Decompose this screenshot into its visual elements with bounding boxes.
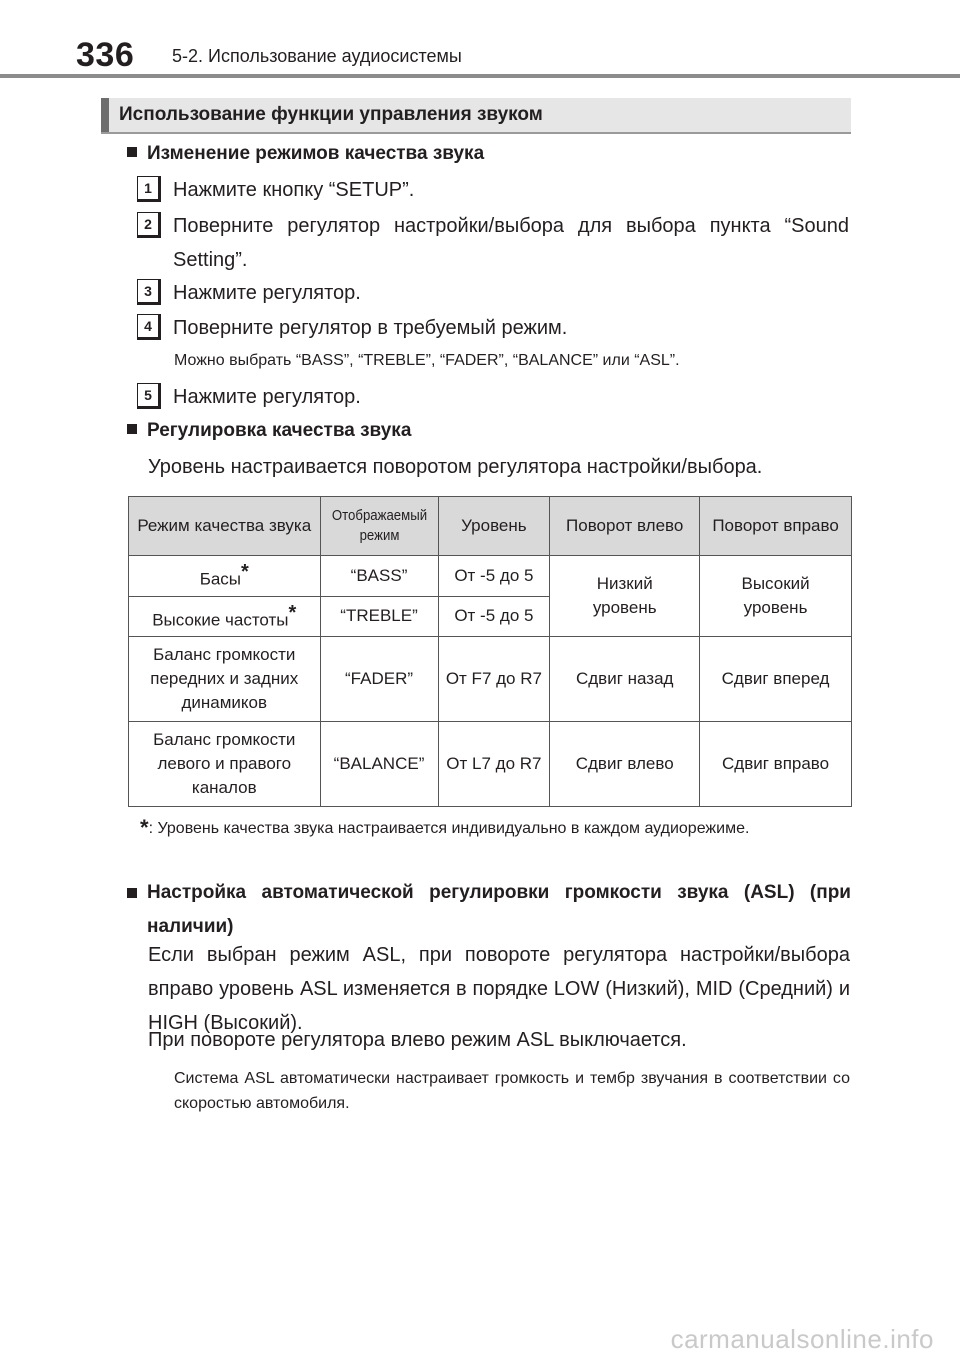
asl-note: Система ASL автоматически настраивает громкость и тембр звучания в соответствии со скоростью автомобиля. — [174, 1070, 850, 1112]
col-header-level: Уровень — [438, 497, 550, 556]
cell-left: Сдвиг назад — [550, 637, 700, 722]
col-header-display: Отображаемый режим — [320, 497, 438, 556]
step-number: 2 — [137, 212, 161, 238]
cell-right: Сдвиг вперед — [700, 637, 852, 722]
step-text: Нажмите кнопку “SETUP”. — [173, 179, 415, 201]
step-number: 4 — [137, 314, 161, 340]
page-header — [0, 0, 960, 82]
asl-off-text: При повороте регулятора влево режим ASL выключается. — [148, 1029, 687, 1051]
footnote-text: : Уровень качества звука настраивается индивидуально в каждом аудиорежиме. — [148, 820, 750, 837]
subheading-asl: Настройка автоматической регулировки громкости звука (ASL) (при наличии) — [127, 876, 851, 944]
step-1 — [137, 173, 849, 207]
step-number: 5 — [137, 383, 161, 409]
col-header-mode: Режим качества звука — [129, 497, 321, 556]
cell-display: “BALANCE” — [320, 722, 438, 807]
mode-options-note: Можно выбрать “BASS”, “TREBLE”, “FADER”, “BALANCE” или “ASL”. — [174, 352, 680, 369]
step-2 — [137, 209, 849, 277]
cell-level: От F7 до R7 — [438, 637, 550, 722]
sound-modes-table — [128, 496, 852, 807]
cell-right-merged: Высокий уровень — [700, 556, 852, 637]
table-row — [129, 637, 852, 722]
section-title: Использование функции управления звуком — [119, 104, 543, 125]
cell-display: “BASS” — [320, 556, 438, 597]
cell-mode: Баланс громкости передних и задних динамиков — [129, 637, 321, 722]
cell-level: От -5 до 5 — [438, 596, 550, 637]
square-bullet-icon — [127, 424, 137, 434]
page-number: 336 — [76, 36, 135, 74]
square-bullet-icon — [127, 147, 137, 157]
subheading-quality-adjust: Регулировка качества звука — [127, 420, 411, 442]
square-bullet-icon — [127, 888, 137, 898]
step-text: Нажмите регулятор. — [173, 386, 361, 408]
cell-mode: Высокие частоты* — [129, 596, 321, 637]
step-text: Поверните регулятор в требуемый режим. — [173, 317, 568, 339]
col-header-left: Поворот влево — [550, 497, 700, 556]
table-footnote — [140, 816, 850, 841]
col-header-right: Поворот вправо — [700, 497, 852, 556]
asterisk-marker: * — [241, 561, 249, 583]
footnote-marker: * — [140, 815, 149, 840]
quality-adjust-text: Уровень настраивается поворотом регулятора настройки/выбора. — [148, 456, 763, 478]
cell-display: “FADER” — [320, 637, 438, 722]
cell-display: “TREBLE” — [320, 596, 438, 637]
step-4 — [137, 311, 849, 345]
cell-mode: Баланс громкости левого и правого каналов — [129, 722, 321, 807]
step-number: 1 — [137, 176, 161, 202]
cell-mode: Басы* — [129, 556, 321, 597]
chapter-title: 5-2. Использование аудиосистемы — [172, 46, 462, 66]
subheading-sound-mode: Изменение режимов качества звука — [127, 143, 484, 165]
step-text: Нажмите регулятор. — [173, 282, 361, 304]
cell-level: От -5 до 5 — [438, 556, 550, 597]
cell-right: Сдвиг вправо — [700, 722, 852, 807]
step-text: Поверните регулятор настройки/выбора для выбора пункта “Sound Setting”. — [173, 215, 849, 271]
section-title-bar — [101, 98, 851, 134]
step-3 — [137, 276, 849, 310]
step-number: 3 — [137, 279, 161, 305]
watermark: carmanualsonline.info — [670, 1324, 934, 1354]
asl-description: Если выбран режим ASL, при повороте регулятора настройки/выбора вправо уровень ASL изменяется в порядке LOW (Низкий), MID (Средний) и HIGH (Высокий). — [148, 944, 850, 1034]
header-divider — [0, 74, 960, 78]
section-accent — [101, 98, 109, 132]
step-5 — [137, 380, 849, 414]
cell-left-merged: Низкий уровень — [550, 556, 700, 637]
cell-left: Сдвиг влево — [550, 722, 700, 807]
asterisk-marker: * — [288, 601, 297, 624]
table-row — [129, 556, 852, 597]
table-header-row — [129, 497, 852, 556]
cell-level: От L7 до R7 — [438, 722, 550, 807]
table-row — [129, 722, 852, 807]
